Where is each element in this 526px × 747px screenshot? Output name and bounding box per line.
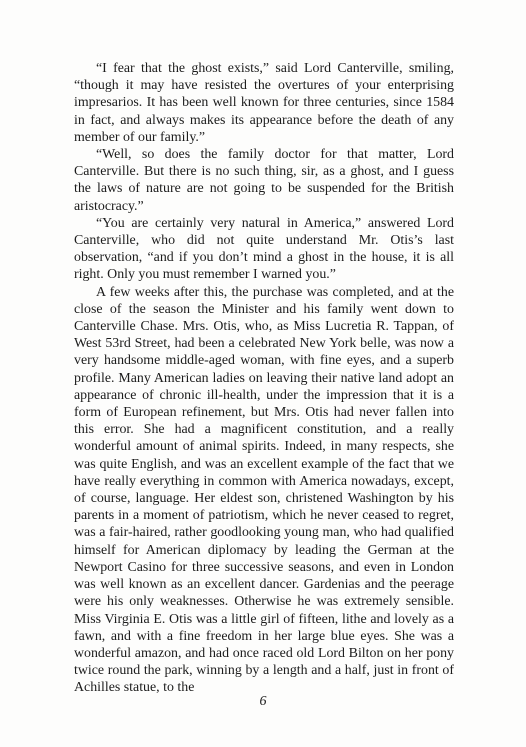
- paragraph-otis-family: A few weeks after this, the purchase was completed, and at the close of the season the Minister and his family went down to Canterville Chase. Mrs. Otis, who, as Miss Lucretia R. Tappan, of West 53rd Street, had been a celebrated New York belle, was now a very handsome middle-aged woman, with fine eyes, and a superb profile. Many American ladies on leaving their native land adopt an appearance of chronic ill-health, under the impression that it is a form of European refinement, but Mrs. Otis had never fallen into this error. She had a magnificent constitution, and a really wonderful amount of animal spirits. Indeed, in many respects, she was quite English, and was an excellent example of the fact that we have really everything in common with America nowadays, except, of course, language. Her eldest son, christened Washington by his parents in a moment of patriotism, which he never ceased to regret, was a fair-haired, rather goodlooking young man, who had qualified himself for American diplomacy by leading the German at the Newport Casino for three successive seasons, and even in London was well known as an excellent dancer. Gardenias and the peerage were his only weaknesses. Otherwise he was extremely sensible. Miss Virginia E. Otis was a little girl of fifteen, lithe and lovely as a fawn, and with a fine freedom in her large blue eyes. She was a wonderful amazon, and had once raced old Lord Bilton on her pony twice round the park, winning by a length and a half, just in front of Achilles statue, to the: [74, 284, 454, 696]
- paragraph-family-doctor: “Well, so does the family doctor for that matter, Lord Canterville. But there is no such thing, sir, as a ghost, and I guess the laws of nature are not going to be suspended for the British aristocracy.”: [74, 147, 454, 214]
- body-text: [74, 60, 454, 697]
- page-number: 6: [259, 694, 267, 709]
- paragraph-natural-in-america: “You are certainly very natural in America,” answered Lord Canterville, who did not quite understand Mr. Otis’s last observation, “and if you don’t mind a ghost in the house, it is all right. Only you must remember I warned you.”: [74, 215, 454, 283]
- paragraph-lord-canterville-ghost: “I fear that the ghost exists,” said Lord Canterville, smiling, “though it may have resisted the overtures of your enterprising impresarios. It has been well known for three centuries, since 1584 in fact, and always makes its appearance before the death of any member of our family.”: [74, 61, 454, 145]
